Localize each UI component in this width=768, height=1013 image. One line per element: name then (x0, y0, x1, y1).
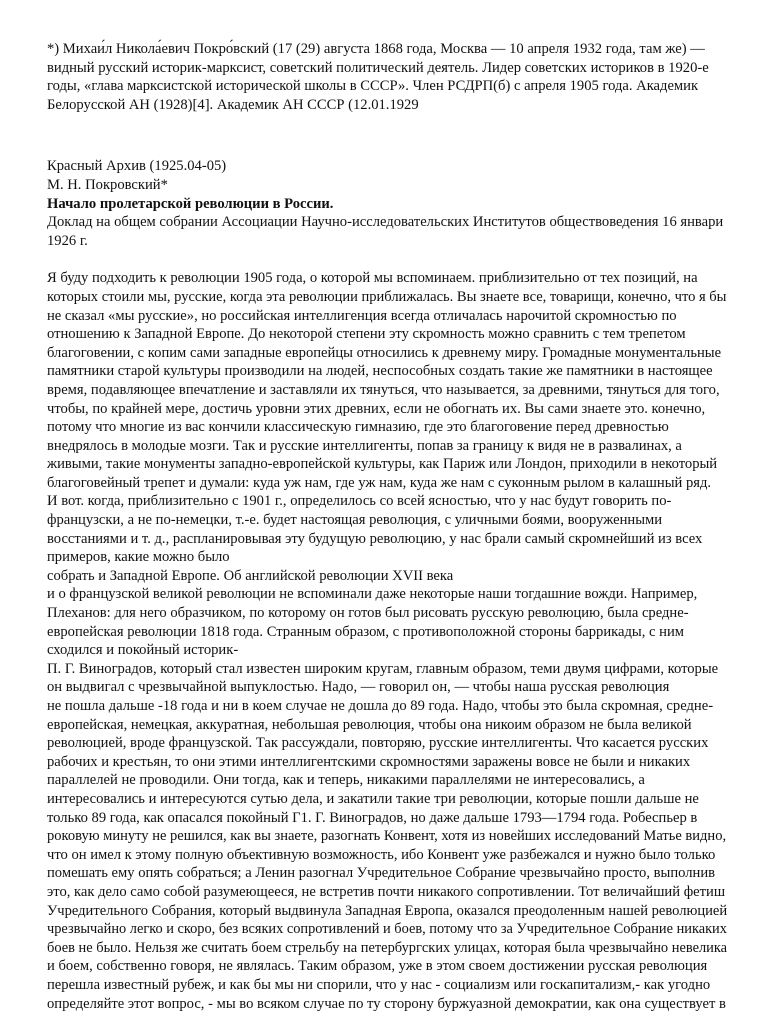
body-line: европейская революции 1818 года. Странным образом, с противоположной стороны баррикады, с ним (47, 623, 727, 642)
footnote-line: *) Михаи́л Никола́евич Покро́вский (17 (29) августа 1868 года, Москва — 10 апреля 1932 года, там же) — (47, 40, 727, 59)
footnote-line: годы, «глава марксистской исторической школы в СССР». Член РСДРП(б) с апреля 1905 года. Академик (47, 77, 727, 96)
body-line: не пошла дальше -18 года и ни в коем случае не дошла до 89 года. Надо, чтобы это была скромная, средне- (47, 697, 727, 716)
body-line: чтобы, по крайней мере, достичь уровни этих древних, если не обогнать их. Вы сами знаете это. конечно, (47, 400, 727, 419)
spacer (47, 250, 727, 269)
body-line: сходился и покойный историк- (47, 641, 727, 660)
subtitle-line: 1926 г. (47, 232, 727, 251)
body-line: и о французской великой революции не вспоминали даже некоторые наши тогдашние вожди. Например, (47, 585, 727, 604)
body-line: интересовались и интересуются сутью дела, и закатили такие три революции, которые пошли дальше не (47, 790, 727, 809)
body-line: что он имел к этому полную объективную возможность, ибо Конвент уже разбежался и нужно было только (47, 846, 727, 865)
body-line: П. Г. Виноградов, который стал известен широким кругам, главным образом, теми двумя цифрами, которые (47, 660, 727, 679)
body-line: и боем, собственно говоря, не являлась. Таким образом, уже в этом своем достижении русская революция (47, 957, 727, 976)
footnote-line: Белорусской АН (1928)[4]. Академик АН СССР (12.01.1929 (47, 96, 727, 115)
footnote-line: видный русский историк-марксист, советский политический деятель. Лидер советских историков в 1920-е (47, 59, 727, 78)
body-line: примеров, какие можно было (47, 548, 727, 567)
body-line: время, подавляющее впечатление и заставляли их тянуться, что называется, за древними, тянуться для того, (47, 381, 727, 400)
body-line: живыми, такие монументы западно-европейской культуры, как Париж или Лондон, приходили в некоторый (47, 455, 727, 474)
body-line: Плеханов: для него образчиком, по которому он готов был рисовать русскую революцию, была средне- (47, 604, 727, 623)
spacer (47, 114, 727, 157)
body-line: потому что многие из вас кончили классическую гимназию, где это благоговение перед древностью (47, 418, 727, 437)
body-text (47, 269, 727, 1013)
body-line: которых стоили мы, русские, когда эта революции приближалась. Вы знаете все, товарищи, конечно, что я бы (47, 288, 727, 307)
body-line: восстаниями и т. д., распланировывая эту будущую революцию, у нас брали самый скромнейший из всех (47, 530, 727, 549)
body-line: параллелей не проводили. Они тогда, как и теперь, никакими параллелями не интересовались, а (47, 771, 727, 790)
body-line: памятники старой культуры производили на людей, неспособных создать такие же памятники в настоящее (47, 362, 727, 381)
header-block (47, 157, 727, 250)
source-line: Красный Архив (1925.04-05) (47, 157, 727, 176)
body-line: благоговейный трепет и думали: куда уж нам, где уж нам, куда же нам с суконным рылом в калашный ряд. (47, 474, 727, 493)
subtitle-line: Доклад на общем собрании Ассоциации Научно-исследовательских Институтов обществоведения 16 январи (47, 213, 727, 232)
body-line: роковую минуту не решился, как вы знаете, разогнать Конвент, хотя из новейших исследований Матье видно, (47, 827, 727, 846)
document-page (47, 40, 727, 1013)
body-line: определяйте этот вопрос, - мы во всяком случае по ту сторону буржуазной демократии, как она существует в (47, 995, 727, 1013)
body-line: отношению к Западной Европе. До некоторой степени эту скромность можно сравнить с тем трепетом (47, 325, 727, 344)
body-line: боев не было. Нельзя же считать боем стрельбу на петербургских улицах, которая была чрезвычайно невелика (47, 939, 727, 958)
article-title: Начало пролетарской революции в России. (47, 195, 727, 214)
body-line: Я буду подходить к революции 1905 года, о которой мы вспоминаем. приблизительно от тех позиций, на (47, 269, 727, 288)
body-line: только 89 года, как опасался покойный Г1. Г. Виноградов, но даже дальше 1793—1794 года. Робеспьер в (47, 809, 727, 828)
body-line: не сказал «мы русские», но российская интеллигенция всегда отличалась нарочитой скромностью по (47, 307, 727, 326)
body-line: французски, а не по-немецки, т.-е. будет настоящая революция, с уличными боями, вооруженными (47, 511, 727, 530)
author-line: М. Н. Покровский* (47, 176, 727, 195)
body-line: собрать и Западной Европе. Об английской революции XVII века (47, 567, 727, 586)
body-line: благоговении, с копим сами западные европейцы относились к древнему миру. Громадные монументальные (47, 344, 727, 363)
body-line: Учредительного Собрания, который выдвинула Западная Европа, оказался преодоленным нашей революцией (47, 902, 727, 921)
body-line: он выдвигал с чрезвычайной выпуклостью. Надо, — говорил он, — чтобы наша русская революция (47, 678, 727, 697)
body-line: революцией, вроде французской. Так рассуждали, повторяю, русские интеллигенты. Что касается русских (47, 734, 727, 753)
body-line: чрезвычайно легко и скоро, без всяких сопротивлений и боев, потому что за Учредительное Собрание никаких (47, 920, 727, 939)
body-line: перешла известный рубеж, и как бы мы ни спорили, что у нас - социализм или госкапитализм,- как угодно (47, 976, 727, 995)
footnote (47, 40, 727, 114)
body-line: европейская, немецкая, аккуратная, небольшая революция, чтобы она никоим образом не была великой (47, 716, 727, 735)
body-line: помешать ему опять собраться; а Ленин разогнал Учредительное Собрание чрезвычайно просто, выполнив (47, 864, 727, 883)
body-line: внедрялось в молодые мозги. Так и русские интеллигенты, попав за границу к видя не в развалинах, а (47, 437, 727, 456)
body-line: рабочих и крестьян, то они этими интеллигентскими скромностями заражены вовсе не были и никаких (47, 753, 727, 772)
body-line: И вот. когда, приблизительно с 1901 г., определилось со всей ясностью, что у нас будут говорить по- (47, 492, 727, 511)
body-line: это, как дело само собой разумеющееся, не встретив почти никакого сопротивлении. Тот величайший фетиш (47, 883, 727, 902)
